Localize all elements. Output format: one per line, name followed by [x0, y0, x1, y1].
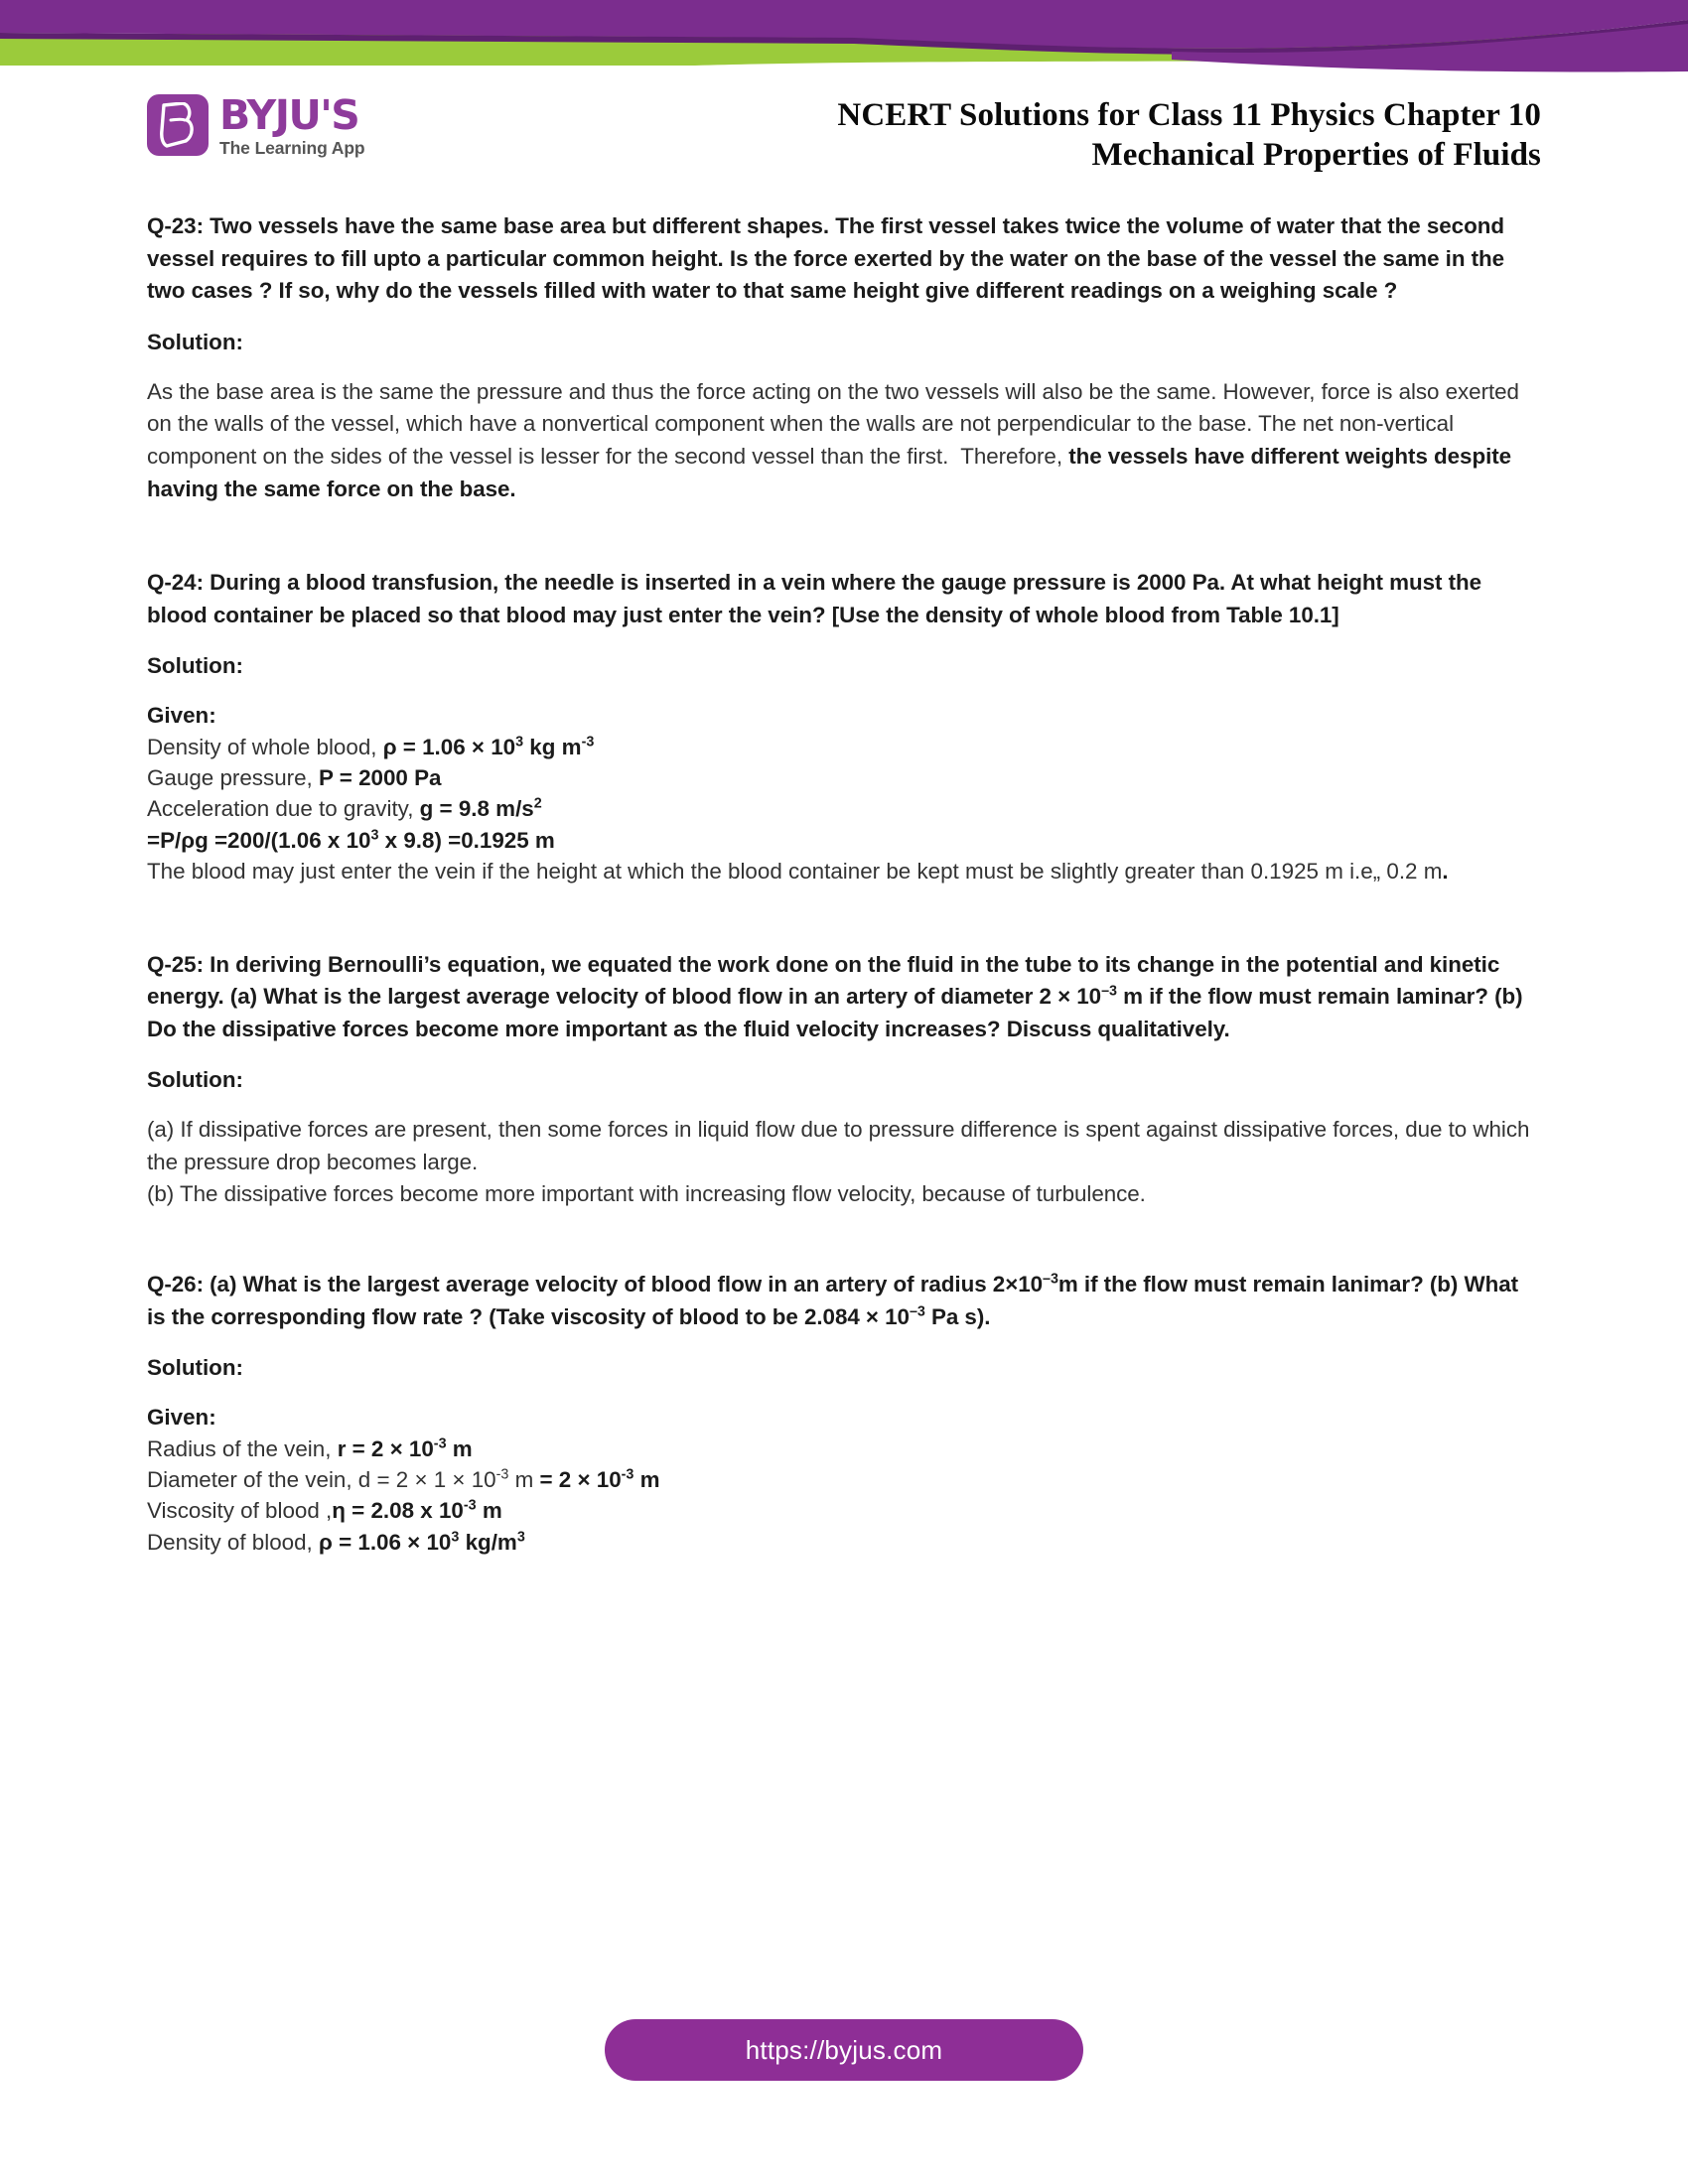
- question-block-q23: [147, 210, 1542, 505]
- given-block-q26: [147, 1402, 1542, 1558]
- given-line: Gauge pressure, P = 2000 Pa: [147, 765, 442, 791]
- question-block-q26: [147, 1269, 1542, 1558]
- question-text-q24: Q-24: During a blood transfusion, the needle is inserted in a vein where the gauge pressure is 2000 Pa. At what height must the blood container be placed so that blood may just enter the vein? [Use the density of whole blood from Table 10.1]: [147, 570, 1482, 627]
- question-block-q25: [147, 949, 1542, 1212]
- document-body: [147, 210, 1542, 1558]
- byjus-logo-tagline: The Learning App: [219, 138, 365, 159]
- given-label-q26: Given:: [147, 1405, 216, 1431]
- solution-text-q25-a: (a) If dissipative forces are present, then some forces in liquid flow due to pressure difference is spent against dissipative forces, due to which the pressure drop becomes large.: [147, 1117, 1530, 1174]
- question-text-q25: Q-25: In deriving Bernoulli’s equation, we equated the work done on the fluid in the tube to its change in the potential and kinetic energy. (a) What is the largest average velocity of blood flow in an artery of diameter $2 \times 10^{-3}$ m if the flow must remain laminar? (b) Do the dissipative forces become more important as the fluid velocity increases? Discuss qualitatively.: [147, 951, 1523, 1041]
- byjus-logo: [147, 91, 365, 159]
- question-block-q24: [147, 567, 1542, 887]
- document-title-line-2: Mechanical Properties of Fluids: [1091, 136, 1541, 173]
- byjus-logo-mark-icon: [147, 94, 209, 156]
- section-spacer: [147, 887, 1542, 949]
- byjus-logo-wordmark: BYJU'S: [219, 91, 359, 139]
- given-line: Density of whole blood, $\rho = 1.06 \times 10^3$ kg $m^{-3}$: [147, 734, 595, 759]
- given-line: Density of blood, $\rho = 1.06 \times 10^3$ $kg/m^3$: [147, 1529, 525, 1555]
- solution-closing-q24: The blood may just enter the vein if the height at which the blood container be kept must be slightly greater than 0.1925 m i.e„ 0.2 m.: [147, 859, 1449, 885]
- section-spacer: [147, 505, 1542, 567]
- solution-text-q25-b: (b) The dissipative forces become more important with increasing flow velocity, because of turbulence.: [147, 1181, 1146, 1207]
- given-block-q24: [147, 700, 1542, 887]
- solution-label-q23: Solution:: [147, 329, 243, 354]
- byjus-url-label: https://byjus.com: [745, 2034, 943, 2065]
- given-line: Viscosity of blood ,η = 2.08 x $10^{-3}$ m: [147, 1497, 502, 1524]
- byjus-url-button[interactable]: [605, 2019, 1083, 2081]
- stylized-b-icon: [158, 102, 198, 148]
- given-label-q24: Given:: [147, 703, 216, 729]
- question-text-q26: Q-26: (a) What is the largest average velocity of blood flow in an artery of radius $2\times 10^{-3}m$ if the flow must remain lanimar? (b) What is the corresponding flow rate ? (Take viscosity of blood to be $2.084 \times 10^{-3}$ Pa s).: [147, 1271, 1519, 1329]
- document-title-line-1: NCERT Solutions for Class 11 Physics Chapter 10: [837, 97, 1541, 133]
- given-line: Radius of the vein, $r = 2 \times 10^{-3}$ m: [147, 1435, 473, 1461]
- page-header: [0, 84, 1688, 194]
- question-text-q23: Q-23: Two vessels have the same base area but different shapes. The first vessel takes twice the volume of water that the second vessel requires to fill upto a particular common height. Is the force exerted by the water on the base of the vessel the same in the two cases ? If so, why do the vessels filled with water to that same height give different readings on a weighing scale ?: [147, 213, 1505, 304]
- solution-label-q24: Solution:: [147, 653, 243, 679]
- given-line: Acceleration due to gravity, g = 9.8 $m/s^2$: [147, 795, 542, 822]
- solution-label-q25: Solution:: [147, 1067, 243, 1093]
- document-title: [837, 96, 1541, 176]
- solution-text-q23: As the base area is the same the pressure and thus the force acting on the two vessels will also be the same. However, force is also exerted on the walls of the vessel, which have a nonvertical component when the walls are not perpendicular to the base. The net non-vertical component on the sides of the vessel is lesser for the second vessel than the first. Therefore, the vessels have different weights despite having the same force on the base.: [147, 378, 1519, 501]
- decorative-top-banner: [0, 0, 1688, 79]
- given-line: =P/ρg =200/(1.06 x $10^3$ x 9.8) =0.1925 m: [147, 827, 555, 853]
- given-line: Diameter of the vein, $d = 2 \times 1 \times 10^{-3}$ $m = 2 \times 10^{-3}$ m: [147, 1466, 660, 1492]
- solution-label-q26: Solution:: [147, 1355, 243, 1381]
- section-spacer: [147, 1211, 1542, 1269]
